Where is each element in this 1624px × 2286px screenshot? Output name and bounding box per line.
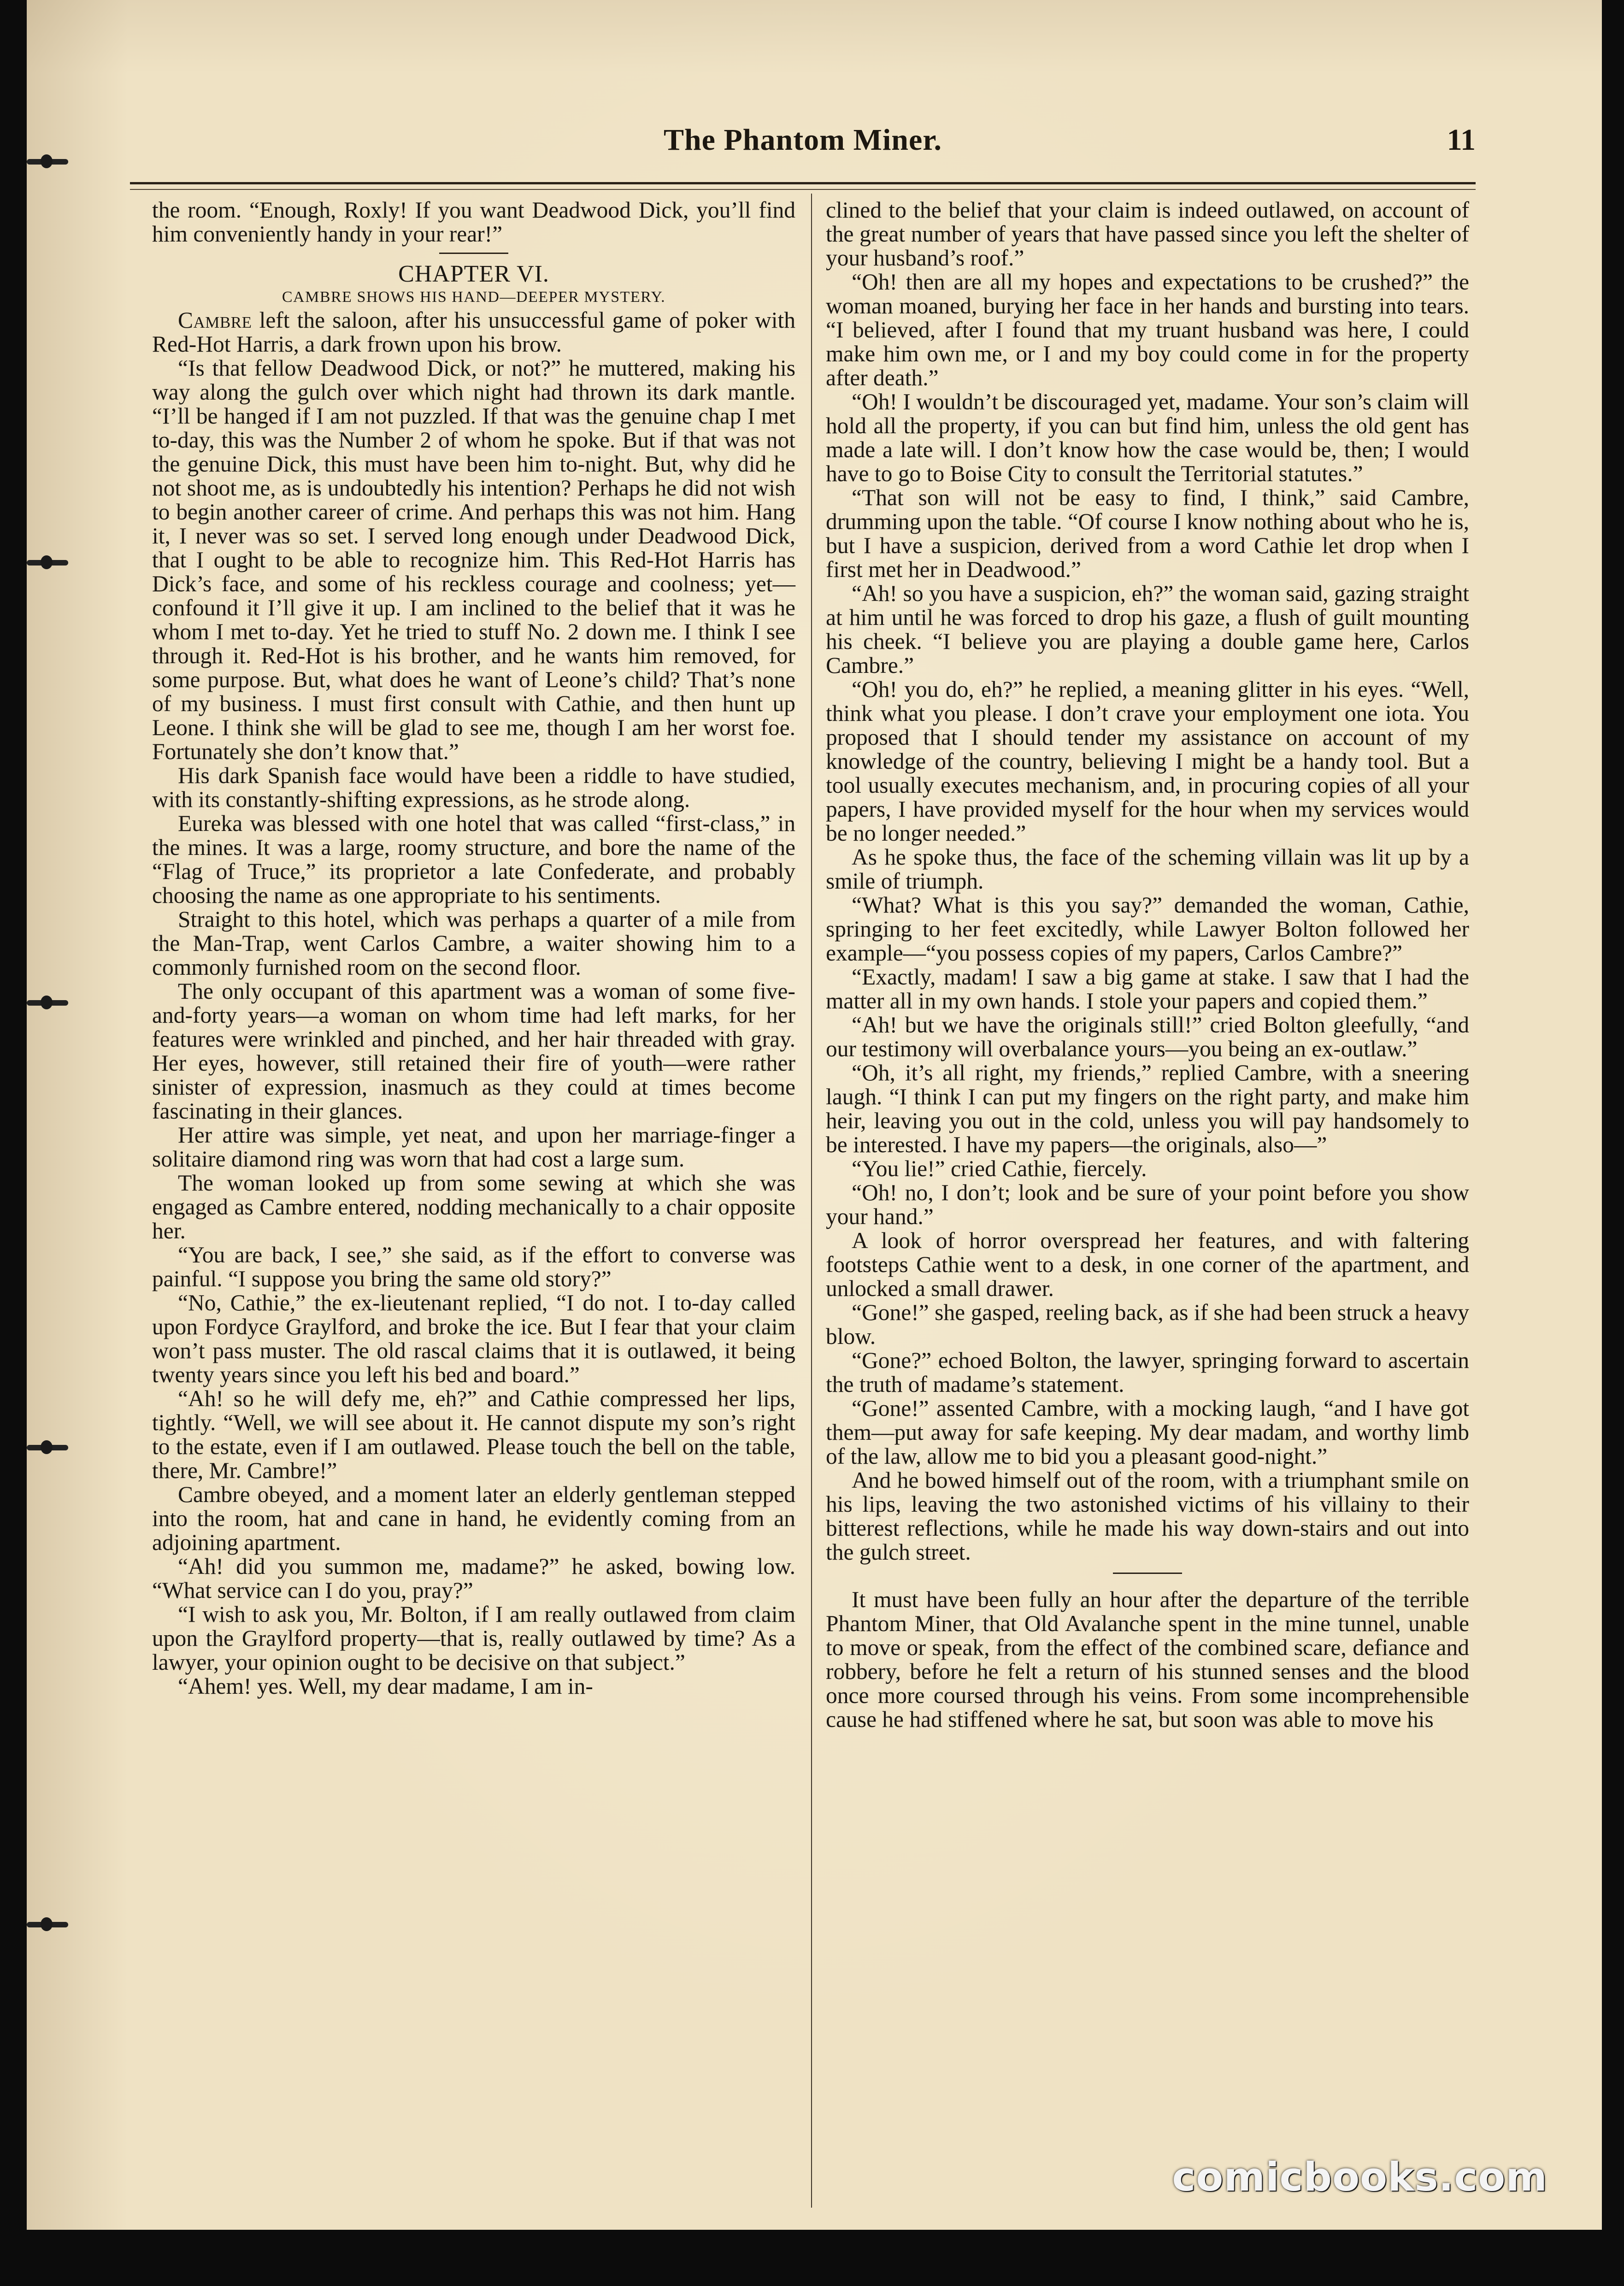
paragraph: “Exactly, madam! I saw a big game at stake. I saw that I had the matter all in my own hands. I stole your papers and copied them.” — [826, 964, 1469, 1013]
paragraph: “Oh! then are all my hopes and expectations to be crushed?” the woman moaned, burying her face in her hands and bursting into tears. “I believed, after I found that my truant husband was here, I could make him own me, or I and my boy could come in for the property after death.” — [826, 269, 1469, 390]
header-rule-thin — [130, 189, 1476, 190]
binding-hole — [27, 560, 68, 566]
paragraph — [152, 308, 795, 356]
binding-hole — [27, 1445, 68, 1450]
paragraph: And he bowed himself out of the room, with a triumphant smile on his lips, leaving the two astonished victims of his villainy to their bitterest reflections, while he made his way down-stairs and out into the gulch street. — [826, 1467, 1469, 1565]
watermark: comicbooks.com — [1172, 2154, 1548, 2200]
paragraph: “Oh! no, I don’t; look and be sure of your point before you show your hand.” — [826, 1180, 1469, 1229]
paragraph: A look of horror overspread her features, and with faltering footsteps Cathie went to a desk, in one corner of the apartment, and unlocked a small drawer. — [826, 1228, 1469, 1301]
section-separator — [1113, 1573, 1182, 1574]
binding-hole — [27, 1922, 68, 1927]
paragraph: The woman looked up from some sewing at which she was engaged as Cambre entered, nodding mechanically to a chair opposite her. — [152, 1170, 795, 1243]
paragraph: Eureka was blessed with one hotel that was called “first-class,” in the mines. It was a large, roomy structure, and bore the name of the “Flag of Truce,” its proprietor a late Confederate, and probably choosing the name as one appropriate to his sentiments. — [152, 811, 795, 908]
page-number: 11 — [1447, 123, 1476, 157]
paragraph: “Ahem! yes. Well, my dear madame, I am in- — [178, 1673, 593, 1699]
paragraph: “You lie!” cried Cathie, fiercely. — [852, 1156, 1147, 1181]
right-column — [826, 198, 1469, 2198]
paragraph: The only occupant of this apartment was a woman of some five-and-forty years—a woman on whom time had left marks, for her features were wrinkled and pinched, and her hair threaded with gray. Her eyes, however, still retained their fire of youth—were rather sinister of expression, inasmuch as they could at times become fascinating in their glances. — [152, 978, 795, 1124]
binding-hole — [27, 1000, 68, 1006]
column-divider — [811, 194, 812, 2208]
paragraph: “Oh! you do, eh?” he replied, a meaning glitter in his eyes. “Well, think what you please. I don’t crave your employment one iota. You proposed that I should tender my assistance on account of my knowledge of the country, believing I might be a handy tool. But a tool usually executes mechanism, and, in procuring copies of all your papers, I have provided myself for the hour when my services would be no longer needed.” — [826, 677, 1469, 846]
section-separator — [439, 253, 508, 254]
paragraph: “No, Cathie,” the ex-lieutenant replied, “I do not. I to-day called upon Fordyce Graylford, and broke the ice. But I fear that your claim won’t pass muster. The old rascal claims that it is outlawed, it being twenty years since you left his bed and board.” — [152, 1290, 795, 1387]
paragraph: As he spoke thus, the face of the scheming villain was lit up by a smile of triumph. — [826, 844, 1469, 894]
paragraph: “You are back, I see,” she said, as if the effort to converse was painful. “I suppose you bring the same old story?” — [152, 1242, 795, 1291]
paragraph: Straight to this hotel, which was perhaps a quarter of a mile from the Man-Trap, went Carlos Cambre, a waiter showing him to a commonly furnished room on the second floor. — [152, 907, 795, 980]
paragraph: “Ah! but we have the originals still!” cried Bolton gleefully, “and our testimony will overbalance yours—you being an ex-outlaw.” — [826, 1012, 1469, 1061]
paragraph: “Ah! so you have a suspicion, eh?” the woman said, gazing straight at him until he was forced to drop his gaze, a flush of guilt mounting his cheek. “I believe you are playing a double game here, Carlos Cambre.” — [826, 581, 1469, 678]
paragraph: “Ah! did you summon me, madame?” he asked, bowing low. “What service can I do you, pray?” — [152, 1554, 795, 1603]
paragraph: Cambre obeyed, and a moment later an elderly gentleman stepped into the room, hat and cane in hand, he evidently coming from an adjoining apartment. — [152, 1482, 795, 1555]
paragraph: “Oh, it’s all right, my friends,” replied Cambre, with a sneering laugh. “I think I can put my fingers on the right party, and make him heir, leaving you out in the cold, unless you will pay handsomely to be interested. I have my papers—the originals, also—” — [826, 1060, 1469, 1157]
paragraph: “What? What is this you say?” demanded the woman, Cathie, springing to her feet excitedly, while Lawyer Bolton followed her example—“you possess copies of my papers, Carlos Cambre?” — [826, 892, 1469, 966]
paragraph: “Gone!” assented Cambre, with a mocking laugh, “and I have got them—put away for safe keeping. My dear madam, and worthy limb of the law, allow me to bid you a pleasant good-night.” — [826, 1396, 1469, 1469]
chapter-subtitle: CAMBRE SHOWS HIS HAND—DEEPER MYSTERY. — [282, 289, 666, 306]
paragraph: “Gone?” echoed Bolton, the lawyer, springing forward to ascertain the truth of madame’s statement. — [826, 1348, 1469, 1397]
paragraph: “Ah! so he will defy me, eh?” and Cathie compressed her lips, tightly. “Well, we will see about it. He cannot dispute my son’s right to the estate, even if I am outlawed. Please touch the bell on the table, there, Mr. Cambre!” — [152, 1386, 795, 1483]
page-header — [130, 123, 1476, 178]
paragraph: It must have been fully an hour after the departure of the terrible Phantom Miner, that Old Avalanche spent in the mine tunnel, unable to move or speak, from the effect of the combined scare, defiance and robbery, before he felt a return of his stunned senses and the blood once more coursed through his veins. From some incomprehensible cause he had stiffened where he sat, but soon was able to move his — [826, 1587, 1469, 1732]
left-column — [152, 198, 795, 2198]
header-rule — [130, 182, 1476, 184]
paragraph: “Gone!” she gasped, reeling back, as if she had been struck a heavy blow. — [826, 1300, 1469, 1349]
paragraph: “That son will not be easy to find, I think,” said Cambre, drumming upon the table. “Of course I know nothing about who he is, but I have a suspicion, derived from a word Cathie let drop when I first met her in Deadwood.” — [826, 485, 1469, 582]
lead-word: Cambre — [178, 307, 252, 333]
paragraph-text: left the saloon, after his unsuccessful game of poker with Red-Hot Harris, a dark frown upon his brow. — [152, 307, 795, 357]
paragraph: His dark Spanish face would have been a riddle to have studied, with its constantly-shifting expressions, as he strode along. — [152, 763, 795, 812]
running-title: The Phantom Miner. — [663, 123, 942, 157]
paragraph: “Is that fellow Deadwood Dick, or not?” he muttered, making his way along the gulch over which night had thrown its dark mantle. “I’ll be hanged if I am not puzzled. If that was the genuine chap I met to-day, this was the Number 2 of whom he spoke. But if that was not the genuine Dick, this must have been him to-night. But, why did he not shoot me, as is undoubtedly his intention? Perhaps he did not wish to begin another career of crime. And perhaps this was not him. Hang it, I never was so set. I served long enough under Deadwood Dick, that I ought to be able to recognize him. This Red-Hot Harris has Dick’s face, and some of his reckless courage and coolness; yet—confound it I’ll give it up. I am inclined to the belief that it was he whom I met to-day. Yet he tried to stuff No. 2 down me. I think I see through it. Red-Hot is his brother, and he wants him removed, for some purpose. But, what does he want of Leone’s child? That’s none of my business. I must first consult with Cathie, and then hunt up Leone. I think she will be glad to see me, though I am her worst foe. Fortunately she don’t know that.” — [152, 355, 795, 764]
chapter-heading: CHAPTER VI. — [398, 261, 549, 287]
paragraph: Her attire was simple, yet neat, and upon her marriage-finger a solitaire diamond ring was worn that had cost a large sum. — [152, 1122, 795, 1172]
paragraph: “I wish to ask you, Mr. Bolton, if I am really outlawed from claim upon the Graylford property—that is, really outlawed by time? As a lawyer, your opinion ought to be decisive on that subject.” — [152, 1602, 795, 1675]
paragraph: “Oh! I wouldn’t be discouraged yet, madame. Your son’s claim will hold all the property, if you can but find him, unless the old gent has made a late will. I don’t know how the case would be, then; I would have to go to Boise City to consult the Territorial statutes.” — [826, 389, 1469, 486]
paragraph: clined to the belief that your claim is indeed outlawed, on account of the great number of years that have passed since you left the shelter of your husband’s roof.” — [826, 197, 1469, 271]
paragraph: the room. “Enough, Roxly! If you want Deadwood Dick, you’ll find him conveniently handy in your rear!” — [152, 197, 795, 247]
binding-hole — [27, 159, 68, 165]
